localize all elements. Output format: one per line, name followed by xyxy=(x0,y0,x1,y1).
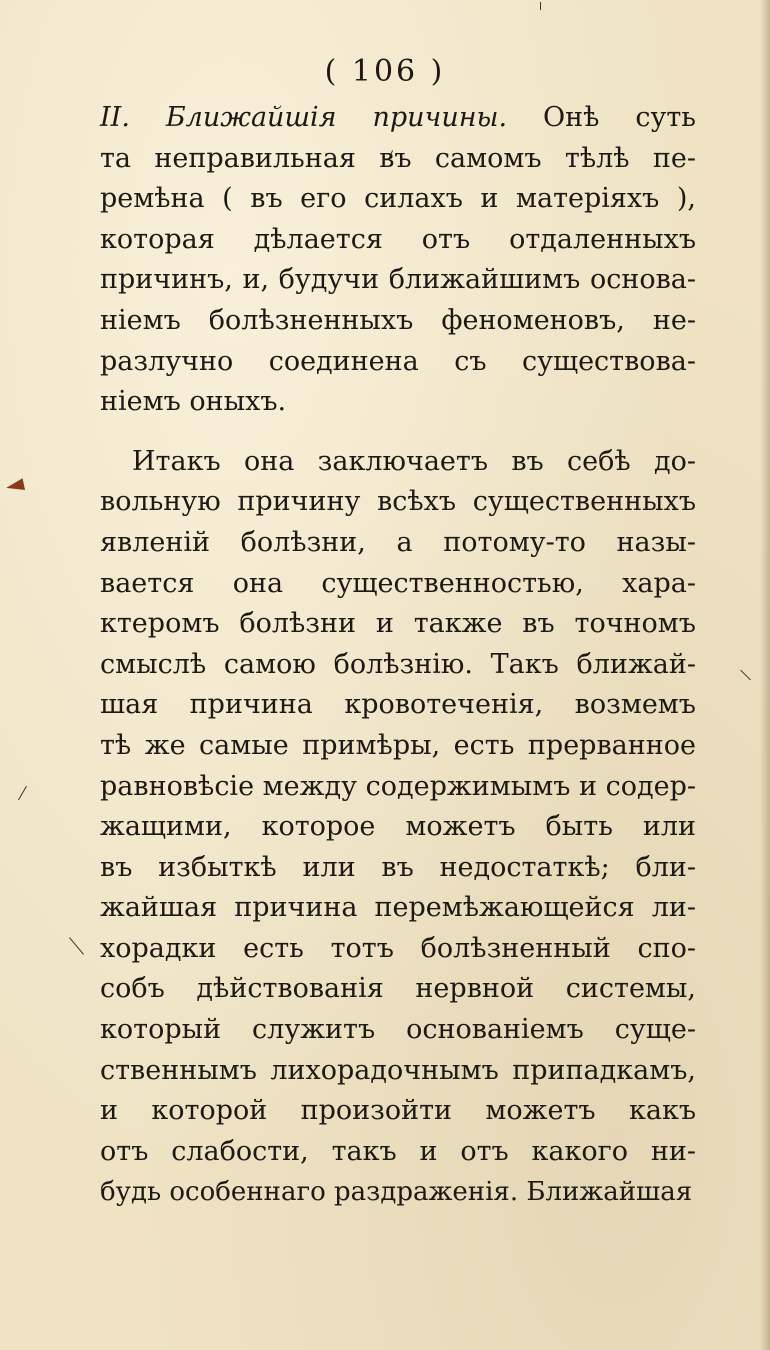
text-line xyxy=(100,98,696,139)
line-text: та неправильная въ самомъ тѣлѣ пе- xyxy=(100,142,696,174)
line-text: нiемъ болѣзненныхъ феноменовъ, не- xyxy=(100,304,696,336)
marginal-arrow-mark xyxy=(5,478,25,493)
text-line xyxy=(100,969,696,1010)
stray-mark xyxy=(69,937,84,954)
text-line xyxy=(100,767,696,808)
text-line xyxy=(100,179,696,220)
text-line xyxy=(100,442,696,483)
text-line xyxy=(100,604,696,645)
line-text: жайшая причина перемѣжающейся ли- xyxy=(100,892,696,924)
line-text: причинъ, и, будучи ближайшимъ основа- xyxy=(100,264,696,296)
line-text: смыслѣ самою болѣзнiю. Такъ ближай- xyxy=(100,648,696,680)
text-line xyxy=(100,1132,696,1173)
text-line xyxy=(100,342,696,383)
page-number: ( 106 ) xyxy=(324,54,446,89)
text-line xyxy=(100,382,696,423)
paragraph-gap xyxy=(100,423,696,442)
text-line xyxy=(100,685,696,726)
text-line xyxy=(100,848,696,889)
line-text: тѣ же самые примѣры, есть прерванное xyxy=(100,729,696,761)
text-line xyxy=(100,645,696,686)
text-line xyxy=(100,1051,696,1092)
text-line xyxy=(100,139,696,180)
line-text: равновѣсiе между содержимымъ и содер- xyxy=(100,770,696,802)
text-line xyxy=(100,523,696,564)
text-line xyxy=(100,1091,696,1132)
line-text: хорадки есть тотъ болѣзненный спо- xyxy=(100,932,696,964)
line-text: шая причина кровотеченiя, возмемъ xyxy=(100,689,696,721)
text-line xyxy=(100,888,696,929)
line-text: ремѣна ( въ его силахъ и матерiяхъ ), xyxy=(100,183,696,215)
line-text: которая дѣлается отъ отдаленныхъ xyxy=(100,223,696,255)
text-line xyxy=(100,1010,696,1051)
text-line xyxy=(100,1172,696,1213)
line-text: вольную причину всѣхъ существенныхъ xyxy=(100,486,696,518)
line-text: собъ дѣйствованiя нервной системы, xyxy=(100,973,696,1005)
line-text: ственнымъ лихорадочнымъ припадкамъ, xyxy=(100,1054,696,1086)
section-heading: II. Ближайшiя причины. xyxy=(100,102,508,133)
text-line xyxy=(100,807,696,848)
line-text: Итакъ она заключаетъ въ себѣ до- xyxy=(132,445,696,477)
line-text: ктеромъ болѣзни и также въ точномъ xyxy=(100,608,696,640)
text-line xyxy=(100,220,696,261)
stray-mark xyxy=(18,786,27,800)
body-text xyxy=(100,98,696,1213)
line-text: отъ слабости, такъ и отъ какого ни- xyxy=(100,1135,696,1167)
text-line xyxy=(100,260,696,301)
line-text: который служитъ основанiемъ суще- xyxy=(100,1014,696,1046)
text-line xyxy=(100,301,696,342)
line-text: явленiй болѣзни, а потому-то назы- xyxy=(100,526,696,558)
line-text: разлучно соединена съ существова- xyxy=(100,345,696,377)
line-text: Онѣ суть xyxy=(507,102,696,133)
line-text: жащими, которое можетъ быть или xyxy=(100,811,696,843)
line-text: вается она существенностью, хара- xyxy=(100,567,696,599)
line-text: и которой произойти можетъ какъ xyxy=(100,1095,696,1127)
stray-mark xyxy=(740,670,751,681)
line-text: нiемъ оныхъ. xyxy=(100,386,287,418)
line-text: въ избыткѣ или въ недостаткѣ; бли- xyxy=(100,851,696,883)
stray-mark xyxy=(540,2,541,10)
text-line xyxy=(100,564,696,605)
text-line xyxy=(100,929,696,970)
line-text: будь особеннаго раздраженiя. Ближайшая xyxy=(100,1177,693,1208)
text-line xyxy=(100,482,696,523)
text-line xyxy=(100,726,696,767)
page-edge-shadow xyxy=(760,0,770,1350)
